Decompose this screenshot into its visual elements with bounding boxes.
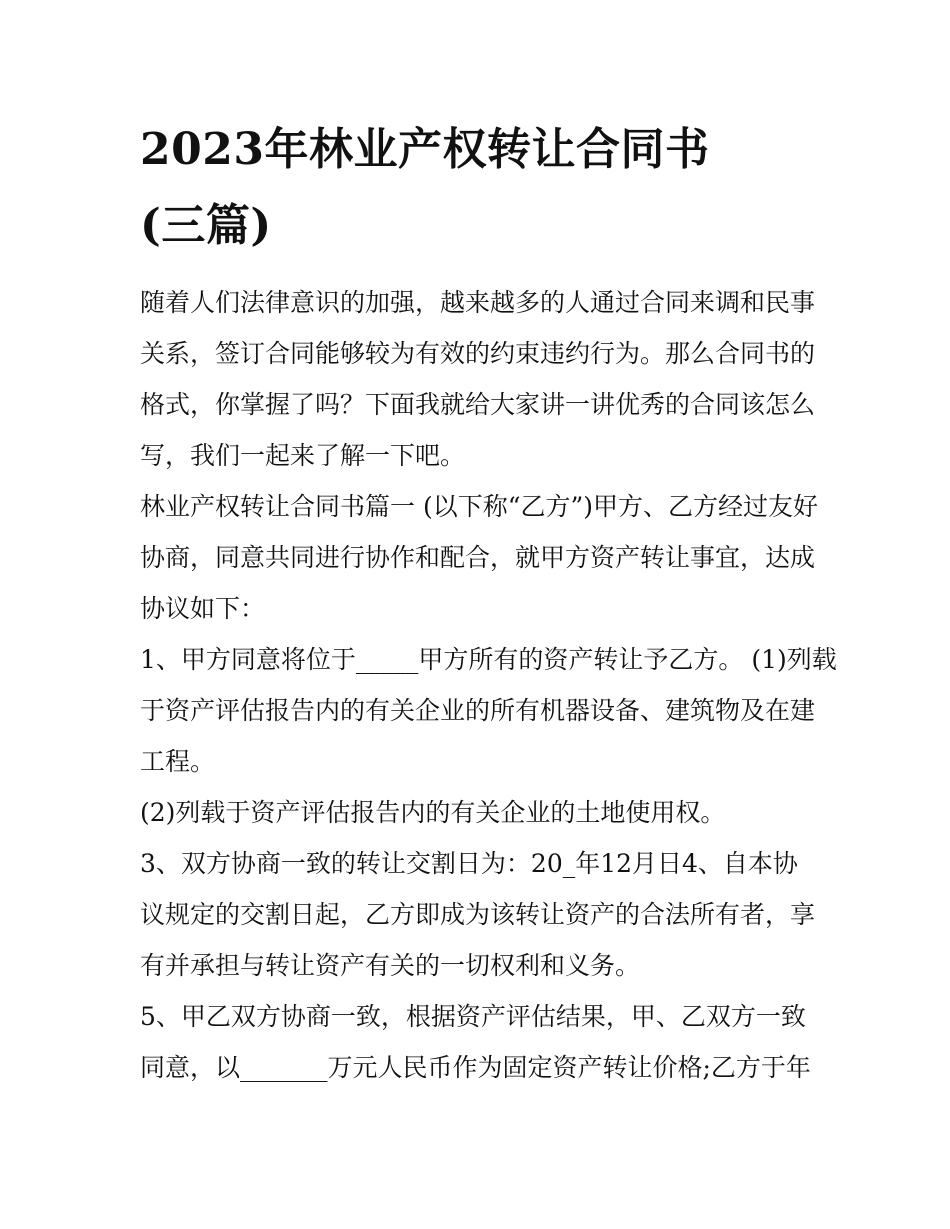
title-line-1: 2023年林业产权转让合同书: [140, 124, 710, 175]
body-line: 林业产权转让合同书篇一 (以下称“乙方”)甲方、乙方经过友好: [140, 492, 819, 521]
body-line: 议规定的交割日起，乙方即成为该转让资产的合法所有者，享: [140, 900, 816, 929]
body-line: 3、双方协商一致的转让交割日为：20_年12月日4、自本协: [140, 849, 798, 878]
document-body: [140, 277, 837, 1093]
body-line: 随着人们法律意识的加强，越来越多的人通过合同来调和民事: [140, 288, 816, 317]
body-line: 于资产评估报告内的有关企业的所有机器设备、建筑物及在建: [140, 696, 816, 725]
body-line: 写，我们一起来了解一下吧。: [140, 441, 466, 470]
body-line: 有并承担与转让资产有关的一切权利和义务。: [140, 951, 641, 980]
body-line: (2)列载于资产评估报告内的有关企业的土地使用权。: [140, 798, 726, 827]
body-line: 工程。: [140, 747, 216, 776]
body-line: 协议如下：: [140, 594, 266, 623]
body-line: 同意，以_______万元人民币作为固定资产转让价格;乙方于年: [140, 1053, 811, 1082]
body-line: 关系，签订合同能够较为有效的约束违约行为。那么合同书的: [140, 339, 816, 368]
body-line: 格式，你掌握了吗？下面我就给大家讲一讲优秀的合同该怎么: [140, 390, 816, 419]
body-line: 协商，同意共同进行协作和配合，就甲方资产转让事宜，达成: [140, 543, 816, 572]
body-line: 5、甲乙双方协商一致，根据资产评估结果，甲、乙双方一致: [140, 1002, 806, 1031]
title-line-2: (三篇): [140, 200, 272, 251]
body-line: 1、甲方同意将位于_____甲方所有的资产转让予乙方。 (1)列载: [140, 645, 837, 674]
document-title: [140, 112, 820, 264]
